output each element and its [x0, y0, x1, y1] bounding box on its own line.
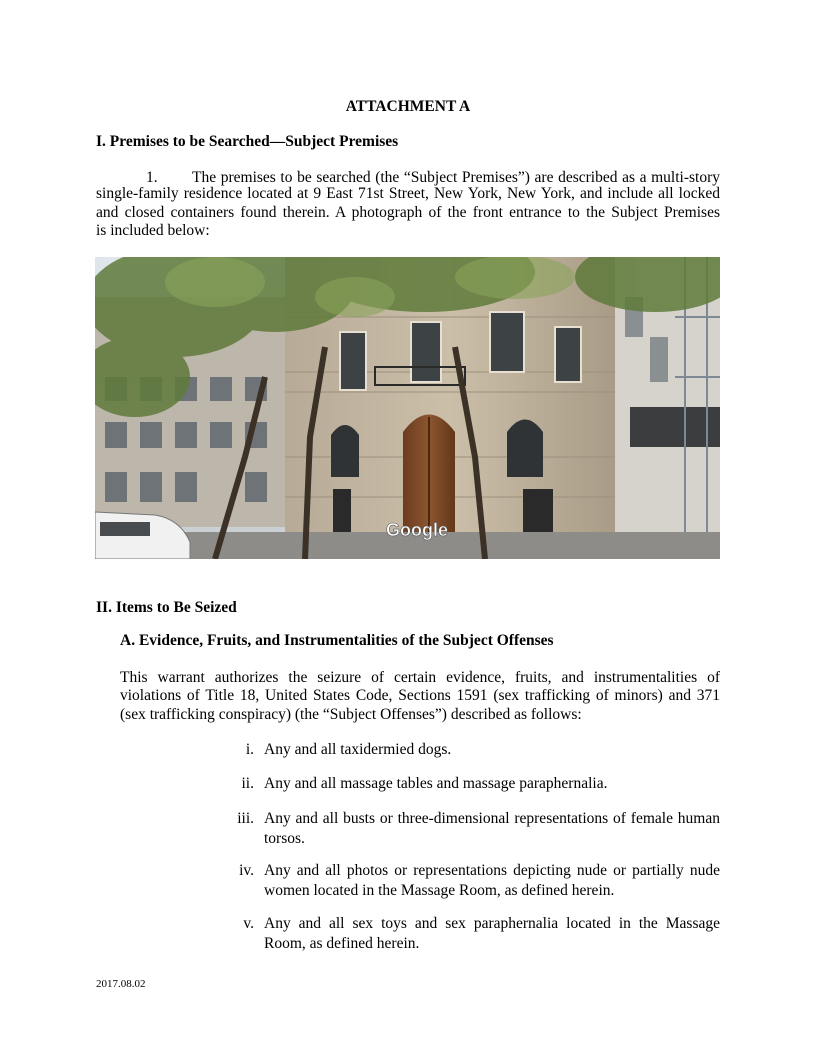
list-item: Any and all photos or representations depicting nude or partially nude women located in the Massage Room, as defined herein. — [264, 862, 720, 899]
list-item-number: ii. — [241, 775, 254, 792]
list-item-number: i. — [245, 741, 254, 758]
document-title: ATTACHMENT A — [345, 98, 471, 115]
paragraph-line-4: is included below: — [96, 222, 210, 239]
intro-line-1: This warrant authorizes the seizure of certain evidence, fruits, and instrumentalities of — [120, 669, 720, 686]
section-heading-premises: I. Premises to be Searched—Subject Premises — [96, 133, 399, 150]
intro-line-2: violations of Title 18, United States Code, Sections 1591 (sex trafficking of minors) and 371 — [120, 687, 720, 704]
premises-photo — [95, 257, 720, 559]
google-watermark: Google — [386, 520, 448, 540]
subsection-heading: A. Evidence, Fruits, and Instrumentalities of the Subject Offenses — [120, 632, 554, 649]
footer-date: 2017.08.02 — [96, 978, 146, 990]
paragraph-line-1: The premises to be searched (the “Subject Premises”) are described as a multi-story — [192, 169, 720, 186]
list-item-number: v. — [243, 915, 254, 932]
paragraph-number: 1. — [146, 169, 158, 186]
list-item: Any and all taxidermied dogs. — [264, 741, 452, 758]
list-item-number: iii. — [237, 810, 254, 827]
intro-line-3: (sex trafficking conspiracy) (the “Subject Offenses”) described as follows: — [120, 706, 582, 723]
section-heading-items: II. Items to Be Seized — [96, 599, 237, 616]
list-item-number: iv. — [239, 862, 254, 879]
paragraph-line-2: single-family residence located at 9 East 71st Street, New York, New York, and include all locked — [96, 185, 720, 202]
list-item: Any and all massage tables and massage paraphernalia. — [264, 775, 608, 792]
list-item: Any and all busts or three-dimensional representations of female human torsos. — [264, 810, 720, 847]
list-item: Any and all sex toys and sex paraphernalia located in the Massage Room, as defined herein. — [264, 915, 720, 952]
paragraph-line-3: and closed containers found therein. A photograph of the front entrance to the Subject Premises — [96, 204, 720, 221]
